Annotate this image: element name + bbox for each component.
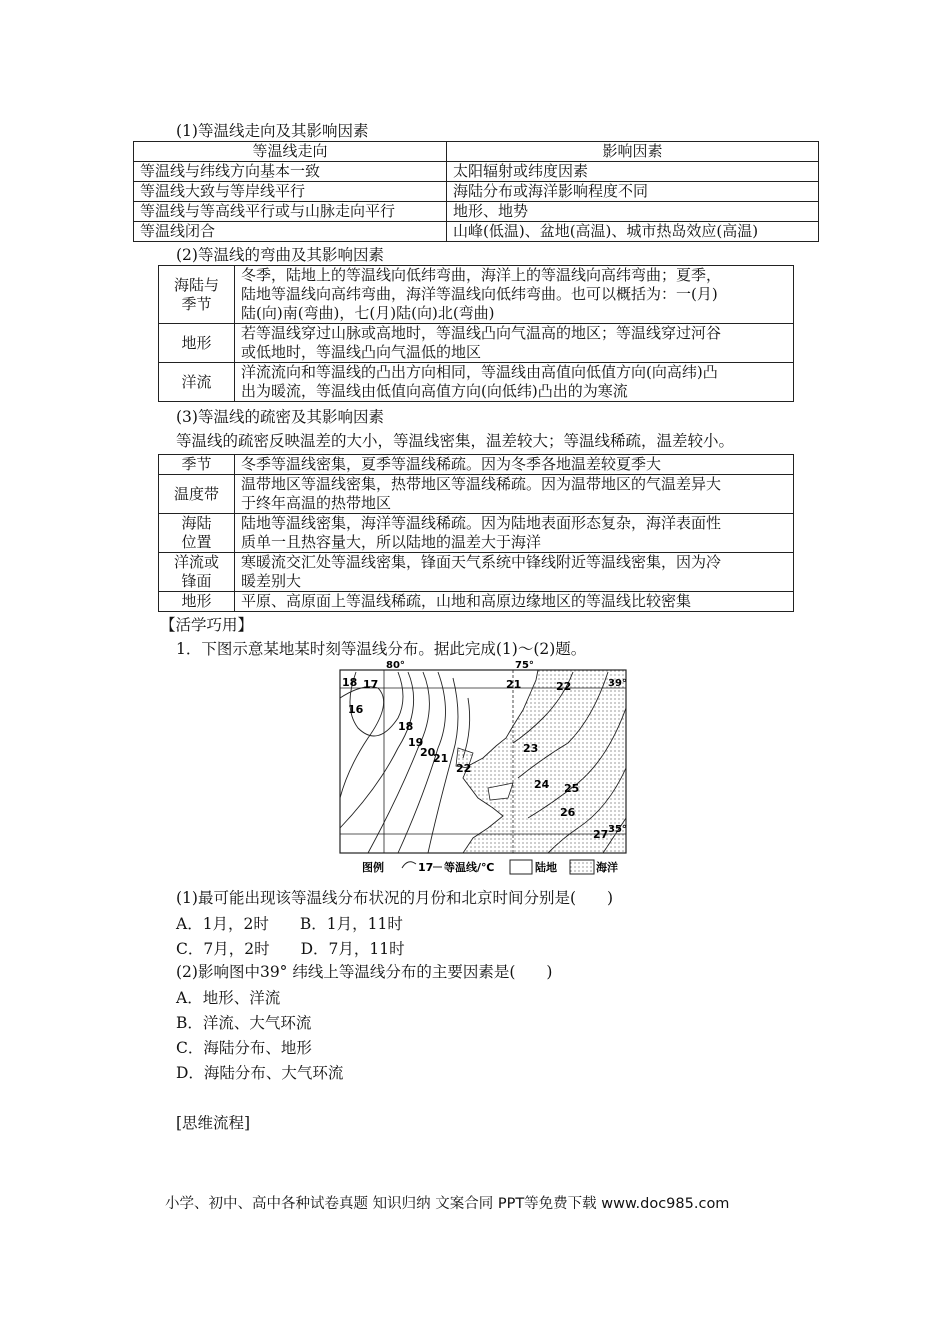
legend-isotherm-value: 17 xyxy=(418,861,434,874)
legend-land-text: 陆地 xyxy=(535,861,557,874)
table-cell: 地形、地势 xyxy=(447,202,819,222)
table-row xyxy=(159,592,794,612)
isotherm-legend-icon xyxy=(402,862,416,868)
section3-title: (3)等温线的疏密及其影响因素 xyxy=(176,408,384,426)
row-content: 冬季，陆地上的等温线向低纬弯曲，海洋上的等温线向高纬弯曲；夏季， 陆地等温线向高纬弯曲，海洋等温线向低纬弯曲。也可以概括为：一(月) 陆(向)南(弯曲)，七(月)陆(向)北(弯曲) xyxy=(235,266,794,324)
table-row xyxy=(134,202,819,222)
isotherm-label: 27 xyxy=(593,828,609,841)
isotherm-label: 26 xyxy=(560,806,576,819)
lon-label: 75° xyxy=(515,660,534,671)
section2-title: (2)等温线的弯曲及其影响因素 xyxy=(176,246,384,264)
isotherm-label: 18 xyxy=(398,720,414,733)
section1-title: (1)等温线走向及其影响因素 xyxy=(176,122,369,140)
row-content: 平原、高原面上等温线稀疏，山地和高原边缘地区的等温线比较密集 xyxy=(235,592,794,612)
isotherm-density-table xyxy=(158,454,794,612)
table-header: 影响因素 xyxy=(447,142,819,162)
isotherm-label: 23 xyxy=(523,742,539,755)
table-cell: 等温线闭合 xyxy=(134,222,447,242)
table-row xyxy=(134,162,819,182)
q1-option-line: C．7月，2时 D．7月，11时 xyxy=(176,940,405,958)
isotherm-label: 22 xyxy=(456,762,472,775)
thinking-flow-heading: [思维流程] xyxy=(176,1114,251,1132)
row-label: 海陆与 季节 xyxy=(159,266,235,324)
row-content: 洋流流向和等温线的凸出方向相同，等温线由高值向低值方向(向高纬)凸 出为暖流，等温线由低值向高值方向(向低纬)凸出的为寒流 xyxy=(235,363,794,402)
q2-option: C．海陆分布、地形 xyxy=(176,1039,312,1057)
isotherm-label: 24 xyxy=(534,778,550,791)
table-row xyxy=(159,455,794,475)
isotherm-map xyxy=(338,658,638,880)
q2-stem: (2)影响图中39° 纬线上等温线分布的主要因素是( ) xyxy=(176,963,553,981)
row-content: 若等温线穿过山脉或高地时，等温线凸向气温高的地区；等温线穿过河谷 或低地时，等温线凸向气温低的地区 xyxy=(235,324,794,363)
table-cell: 等温线大致与等岸线平行 xyxy=(134,182,447,202)
table-cell: 海陆分布或海洋影响程度不同 xyxy=(447,182,819,202)
map-legend xyxy=(362,860,618,874)
row-label: 海陆 位置 xyxy=(159,514,235,553)
row-content: 温带地区等温线密集，热带地区等温线稀疏。因为温带地区的气温差异大 于终年高温的热带地区 xyxy=(235,475,794,514)
q2-option: B．洋流、大气环流 xyxy=(176,1014,312,1032)
table-row xyxy=(159,324,794,363)
row-content: 寒暖流交汇处等温线密集，锋面天气系统中锋线附近等温线密集，因为冷 暖差别大 xyxy=(235,553,794,592)
legend-title: 图例 xyxy=(362,861,384,874)
isotherm-label: 17 xyxy=(363,678,379,691)
table-row xyxy=(134,222,819,242)
row-label: 季节 xyxy=(159,455,235,475)
table-row xyxy=(159,363,794,402)
table-row xyxy=(159,553,794,592)
isotherm-label: 16 xyxy=(348,703,364,716)
row-content: 冬季等温线密集，夏季等温线稀疏。因为冬季各地温差较夏季大 xyxy=(235,455,794,475)
table-cell: 等温线与纬线方向基本一致 xyxy=(134,162,447,182)
isotherm-direction-table xyxy=(133,141,819,242)
isotherm-label: 18 xyxy=(342,676,358,689)
footer-text: 小学、初中、高中各种试卷真题 知识归纳 文案合同 PPT等免费下载 www.doc985.com xyxy=(165,1196,730,1212)
q2-option: A．地形、洋流 xyxy=(176,989,281,1007)
table-row xyxy=(159,514,794,553)
row-label: 地形 xyxy=(159,592,235,612)
lon-label: 80° xyxy=(386,660,405,671)
table-row xyxy=(134,182,819,202)
isotherm-label: 21 xyxy=(506,678,522,691)
isotherm-label: 19 xyxy=(408,736,424,749)
legend-sea-text: 海洋 xyxy=(596,861,618,874)
row-label: 温度带 xyxy=(159,475,235,514)
legend-isotherm-text: 等温线/℃ xyxy=(444,861,495,874)
section3-intro: 等温线的疏密反映温差的大小，等温线密集，温差较大；等温线稀疏，温差较小。 xyxy=(176,432,735,450)
lat-label: 39° xyxy=(608,678,627,689)
table-cell: 等温线与等高线平行或与山脉走向平行 xyxy=(134,202,447,222)
question-intro: 1．下图示意某地某时刻等温线分布。据此完成(1)～(2)题。 xyxy=(176,640,587,658)
table-row xyxy=(159,475,794,514)
table-row xyxy=(159,266,794,324)
isotherm-label: 20 xyxy=(420,746,436,759)
isotherm-label: 22 xyxy=(556,680,572,693)
table-cell: 太阳辐射或纬度因素 xyxy=(447,162,819,182)
row-label: 洋流或 锋面 xyxy=(159,553,235,592)
q1-stem: (1)最可能出现该等温线分布状况的月份和北京时间分别是( ) xyxy=(176,889,614,907)
table-header: 等温线走向 xyxy=(134,142,447,162)
q1-option-line: A．1月，2时 B．1月，11时 xyxy=(176,915,403,933)
row-label: 地形 xyxy=(159,324,235,363)
lat-label: 35° xyxy=(608,824,627,835)
isotherm-label: 21 xyxy=(433,752,449,765)
row-label: 洋流 xyxy=(159,363,235,402)
table-cell: 山峰(低温)、盆地(高温)、城市热岛效应(高温) xyxy=(447,222,819,242)
land-swatch xyxy=(510,860,532,874)
q2-option: D．海陆分布、大气环流 xyxy=(176,1064,344,1082)
row-content: 陆地等温线密集，海洋等温线稀疏。因为陆地表面形态复杂，海洋表面性 质单一且热容量大，所以陆地的温差大于海洋 xyxy=(235,514,794,553)
practice-heading: 【活学巧用】 xyxy=(160,616,254,634)
sea-swatch xyxy=(570,860,594,874)
isotherm-label: 25 xyxy=(564,782,580,795)
isotherm-curvature-table xyxy=(158,265,794,402)
